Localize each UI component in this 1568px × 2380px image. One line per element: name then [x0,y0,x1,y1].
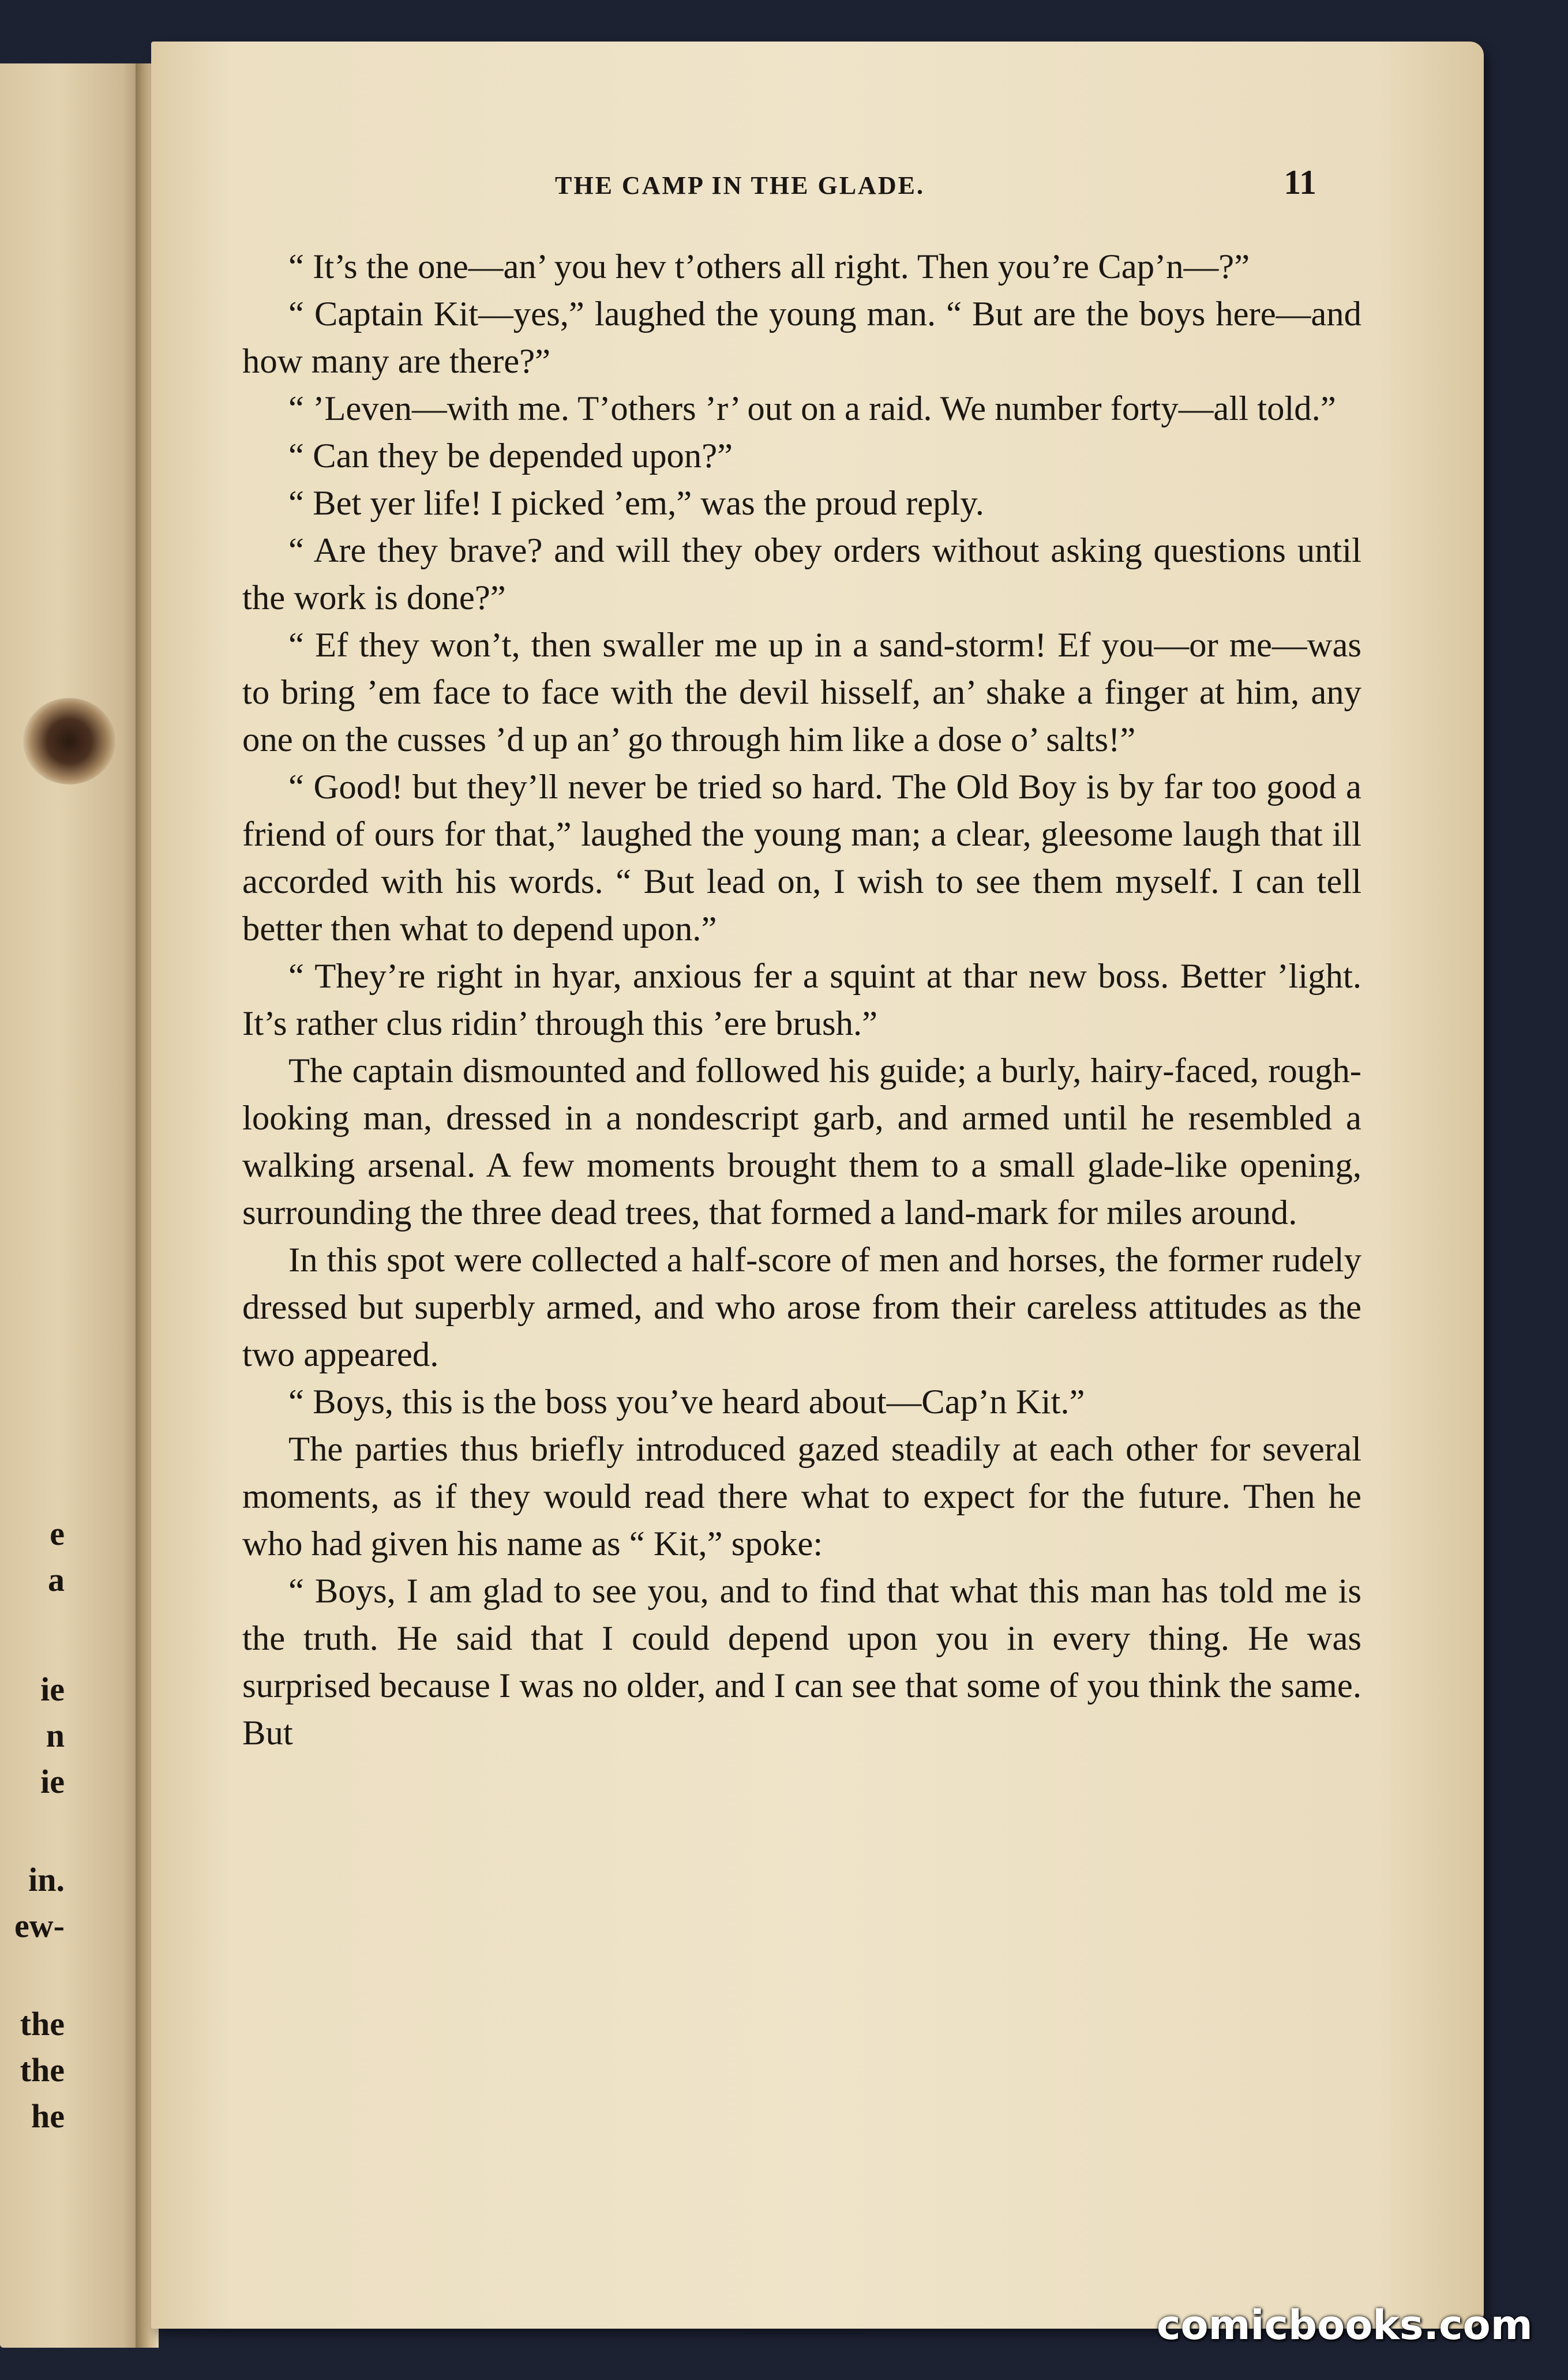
left-fragment: the [20,2005,65,2043]
page-body-text [242,243,1361,1757]
left-fragment: ew- [14,1907,65,1944]
right-page [151,42,1484,2329]
paragraph: “ Boys, this is the boss you’ve heard about—Cap’n Kit.” [288,1383,1085,1421]
paragraph: “ Are they brave? and will they obey orders without asking questions until the work is done?” [242,531,1361,617]
left-fragment: in. [28,1861,65,1898]
left-fragment: the [20,2051,65,2089]
left-fragment: a [48,1561,65,1598]
left-page [0,63,144,2348]
site-watermark: comicbooks.com [1157,2302,1533,2349]
paragraph: “ Boys, I am glad to see you, and to find that what this man has told me is the truth. He said that I could depend upon you in every thing. He was surprised because I was no older, and I can see that some of you think the same. But [242,1572,1361,1752]
paragraph: “ Captain Kit—yes,” laughed the young man. “ But are the boys here—and how many are there?” [242,295,1361,381]
page-number: 11 [1284,163,1316,201]
paragraph: “ Good! but they’ll never be tried so hard. The Old Boy is by far too good a friend of ours for that,” laughed the young man; a clear, gleesome laugh that ill accorded with his words. “ But lead on, I wish to see them myself. I can tell better then what to depend upon.” [242,768,1361,948]
paragraph: The parties thus briefly introduced gazed steadily at each other for several moments, as if they would read there what to expect for the future. Then he who had given his name as “ Kit,” spoke: [242,1430,1361,1563]
paragraph: “ Can they be depended upon?” [288,437,733,475]
paragraph: “ Bet yer life! I picked ’em,” was the proud reply. [288,484,984,523]
paragraph: “ It’s the one—an’ you hev t’others all right. Then you’re Cap’n—?” [288,247,1250,286]
left-fragment: n [46,1717,65,1754]
left-fragment: ie [40,1763,65,1800]
paragraph: In this spot were collected a half-score of men and horses, the former rudely dressed but superbly armed, and who arose from their careless attitudes as the two appeared. [242,1241,1361,1374]
left-fragment: he [31,2097,65,2135]
paragraph: “ They’re right in hyar, anxious fer a squint at thar new boss. Better ’light. It’s rather clus ridin’ through this ’ere brush.” [242,957,1361,1043]
left-fragment: ie [40,1670,65,1708]
burn-mark [23,698,115,784]
running-head-title: THE CAMP IN THE GLADE. [555,171,925,200]
paragraph: “ ’Leven—with me. T’others ’r’ out on a raid. We number forty—all told.” [288,389,1336,428]
left-fragment: e [50,1515,65,1552]
paragraph: The captain dismounted and followed his guide; a burly, hairy-faced, rough-looking man, dressed in a nondescript garb, and armed until he resembled a walking arsenal. A few moments brought them to a small glade-like opening, surrounding the three dead trees, that formed a land-mark for miles around. [242,1052,1361,1232]
running-head [555,163,1316,202]
paragraph: “ Ef they won’t, then swaller me up in a sand-storm! Ef you—or me—was to bring ’em face to face with the devil hisself, an’ shake a finger at him, any one on the cusses ’d up an’ go through him like a dose o’ salts!” [242,626,1361,759]
